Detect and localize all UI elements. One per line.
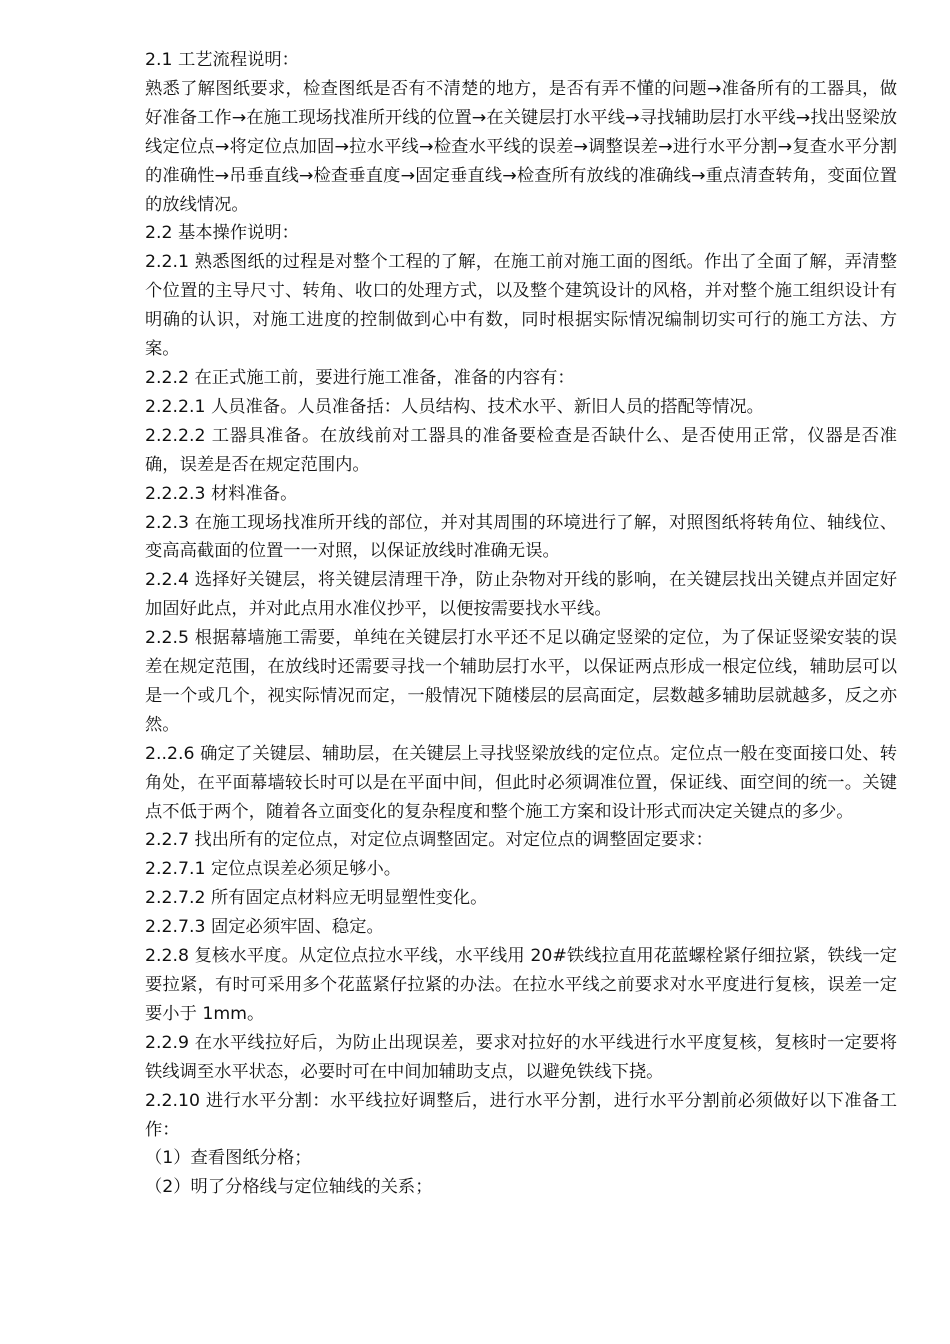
paragraph-2-2-2-1: 2.2.2.1 人员准备。人员准备括：人员结构、技术水平、新旧人员的搭配等情况。 <box>145 396 764 417</box>
paragraph-process-flow: 熟悉了解图纸要求，检查图纸是否有不清楚的地方，是否有弄不懂的问题→准备所有的工器具，做好准备工作→在施工现场找准所开线的位置→在关键层打水平线→寻找辅助层打水平线→找出竖梁放线定位点→将定位点加固→拉水平线→检查水平线的误差→调整误差→进行水平分割→复查水平分割的准确性→吊垂直线→检查垂直度→固定垂直线→检查所有放线的准确线→重点清查转角，变面位置的放线情况。 <box>145 78 897 215</box>
paragraph-2-2-7-2: 2.2.7.2 所有固定点材料应无明显塑性变化。 <box>145 888 488 909</box>
paragraph-2-2-2: 2.2.2 在正式施工前，要进行施工准备，准备的内容有： <box>145 367 575 388</box>
paragraph-2-2-3: 2.2.3 在施工现场找准所开线的部位，并对其周围的环境进行了解，对照图纸将转角位、轴线位、变高高截面的位置一一对照，以保证放线时准确无误。 <box>145 512 897 562</box>
paragraph-2-1-heading: 2.1 工艺流程说明： <box>145 50 299 70</box>
paragraph-2-2-2-3: 2.2.2.3 材料准备。 <box>145 483 298 504</box>
paragraph-2-2-5: 2.2.5 根据幕墙施工需要，单纯在关键层打水平还不足以确定竖梁的定位，为了保证竖梁安装的误差在规定范围，在放线时还需要寻找一个辅助层打水平，以保证两点形成一根定位线，辅助层可以是一个或几个，视实际情况而定，一般情况下随楼层的层高面定，层数越多辅助层就越多，反之亦然。 <box>145 628 897 735</box>
document-page <box>145 46 897 1202</box>
paragraph-2-2-1: 2.2.1 熟悉图纸的过程是对整个工程的了解，在施工前对施工面的图纸。作出了全面了解，弄清整个位置的主导尺寸、转角、收口的处理方式，以及整个建筑设计的风格，并对整个施工组织设计有明确的认识，对施工进度的控制做到心中有数，同时根据实际情况编制切实可行的施工方法、方案。 <box>145 252 897 360</box>
paragraph-2-2-10: 2.2.10 进行水平分割：水平线拉好调整后，进行水平分割，进行水平分割前必须做好以下准备工作： <box>145 1090 897 1140</box>
paragraph-2-2-7-3: 2.2.7.3 固定必须牢固、稳定。 <box>145 917 384 938</box>
paragraph-2-2-7-1: 2.2.7.1 定位点误差必须足够小。 <box>145 859 402 880</box>
paragraph-2-2-6: 2..2.6 确定了关键层、辅助层，在关键层上寻找竖梁放线的定位点。定位点一般在变面接口处、转角处，在平面幕墙较长时可以是在平面中间，但此时必须调准位置，保证线、面空间的统一。关键点不低于两个，随着各立面变化的复杂程度和整个施工方案和设计形式而决定关键点的多少。 <box>145 743 897 822</box>
paragraph-2-2-7: 2.2.7 找出所有的定位点，对定位点调整固定。对定位点的调整固定要求： <box>145 830 713 851</box>
paragraph-2-2-4: 2.2.4 选择好关键层，将关键层清理干净，防止杂物对开线的影响，在关键层找出关键点并固定好加固好此点，并对此点用水准仪抄平，以便按需要找水平线。 <box>145 570 897 620</box>
paragraph-2-2-9: 2.2.9 在水平线拉好后，为防止出现误差，要求对拉好的水平线进行水平度复核，复核时一定要将铁线调至水平状态，必要时可在中间加辅助支点，以避免铁线下挠。 <box>145 1032 897 1082</box>
list-item-1: （1）查看图纸分格； <box>145 1148 312 1169</box>
list-item-2: （2）明了分格线与定位轴线的关系； <box>145 1177 433 1198</box>
paragraph-2-2-heading: 2.2 基本操作说明： <box>145 223 299 244</box>
paragraph-2-2-2-2: 2.2.2.2 工器具准备。在放线前对工器具的准备要检查是否缺什么、是否使用正常，仪器是否准确，误差是否在规定范围内。 <box>145 425 897 475</box>
paragraph-2-2-8: 2.2.8 复核水平度。从定位点拉水平线，水平线用 20#铁线拉直用花蓝螺栓紧仔细拉紧，铁线一定要拉紧，有时可采用多个花蓝紧仔拉紧的办法。在拉水平线之前要求对水平度进行复核，误差一定要小于 1mm。 <box>145 946 897 1024</box>
